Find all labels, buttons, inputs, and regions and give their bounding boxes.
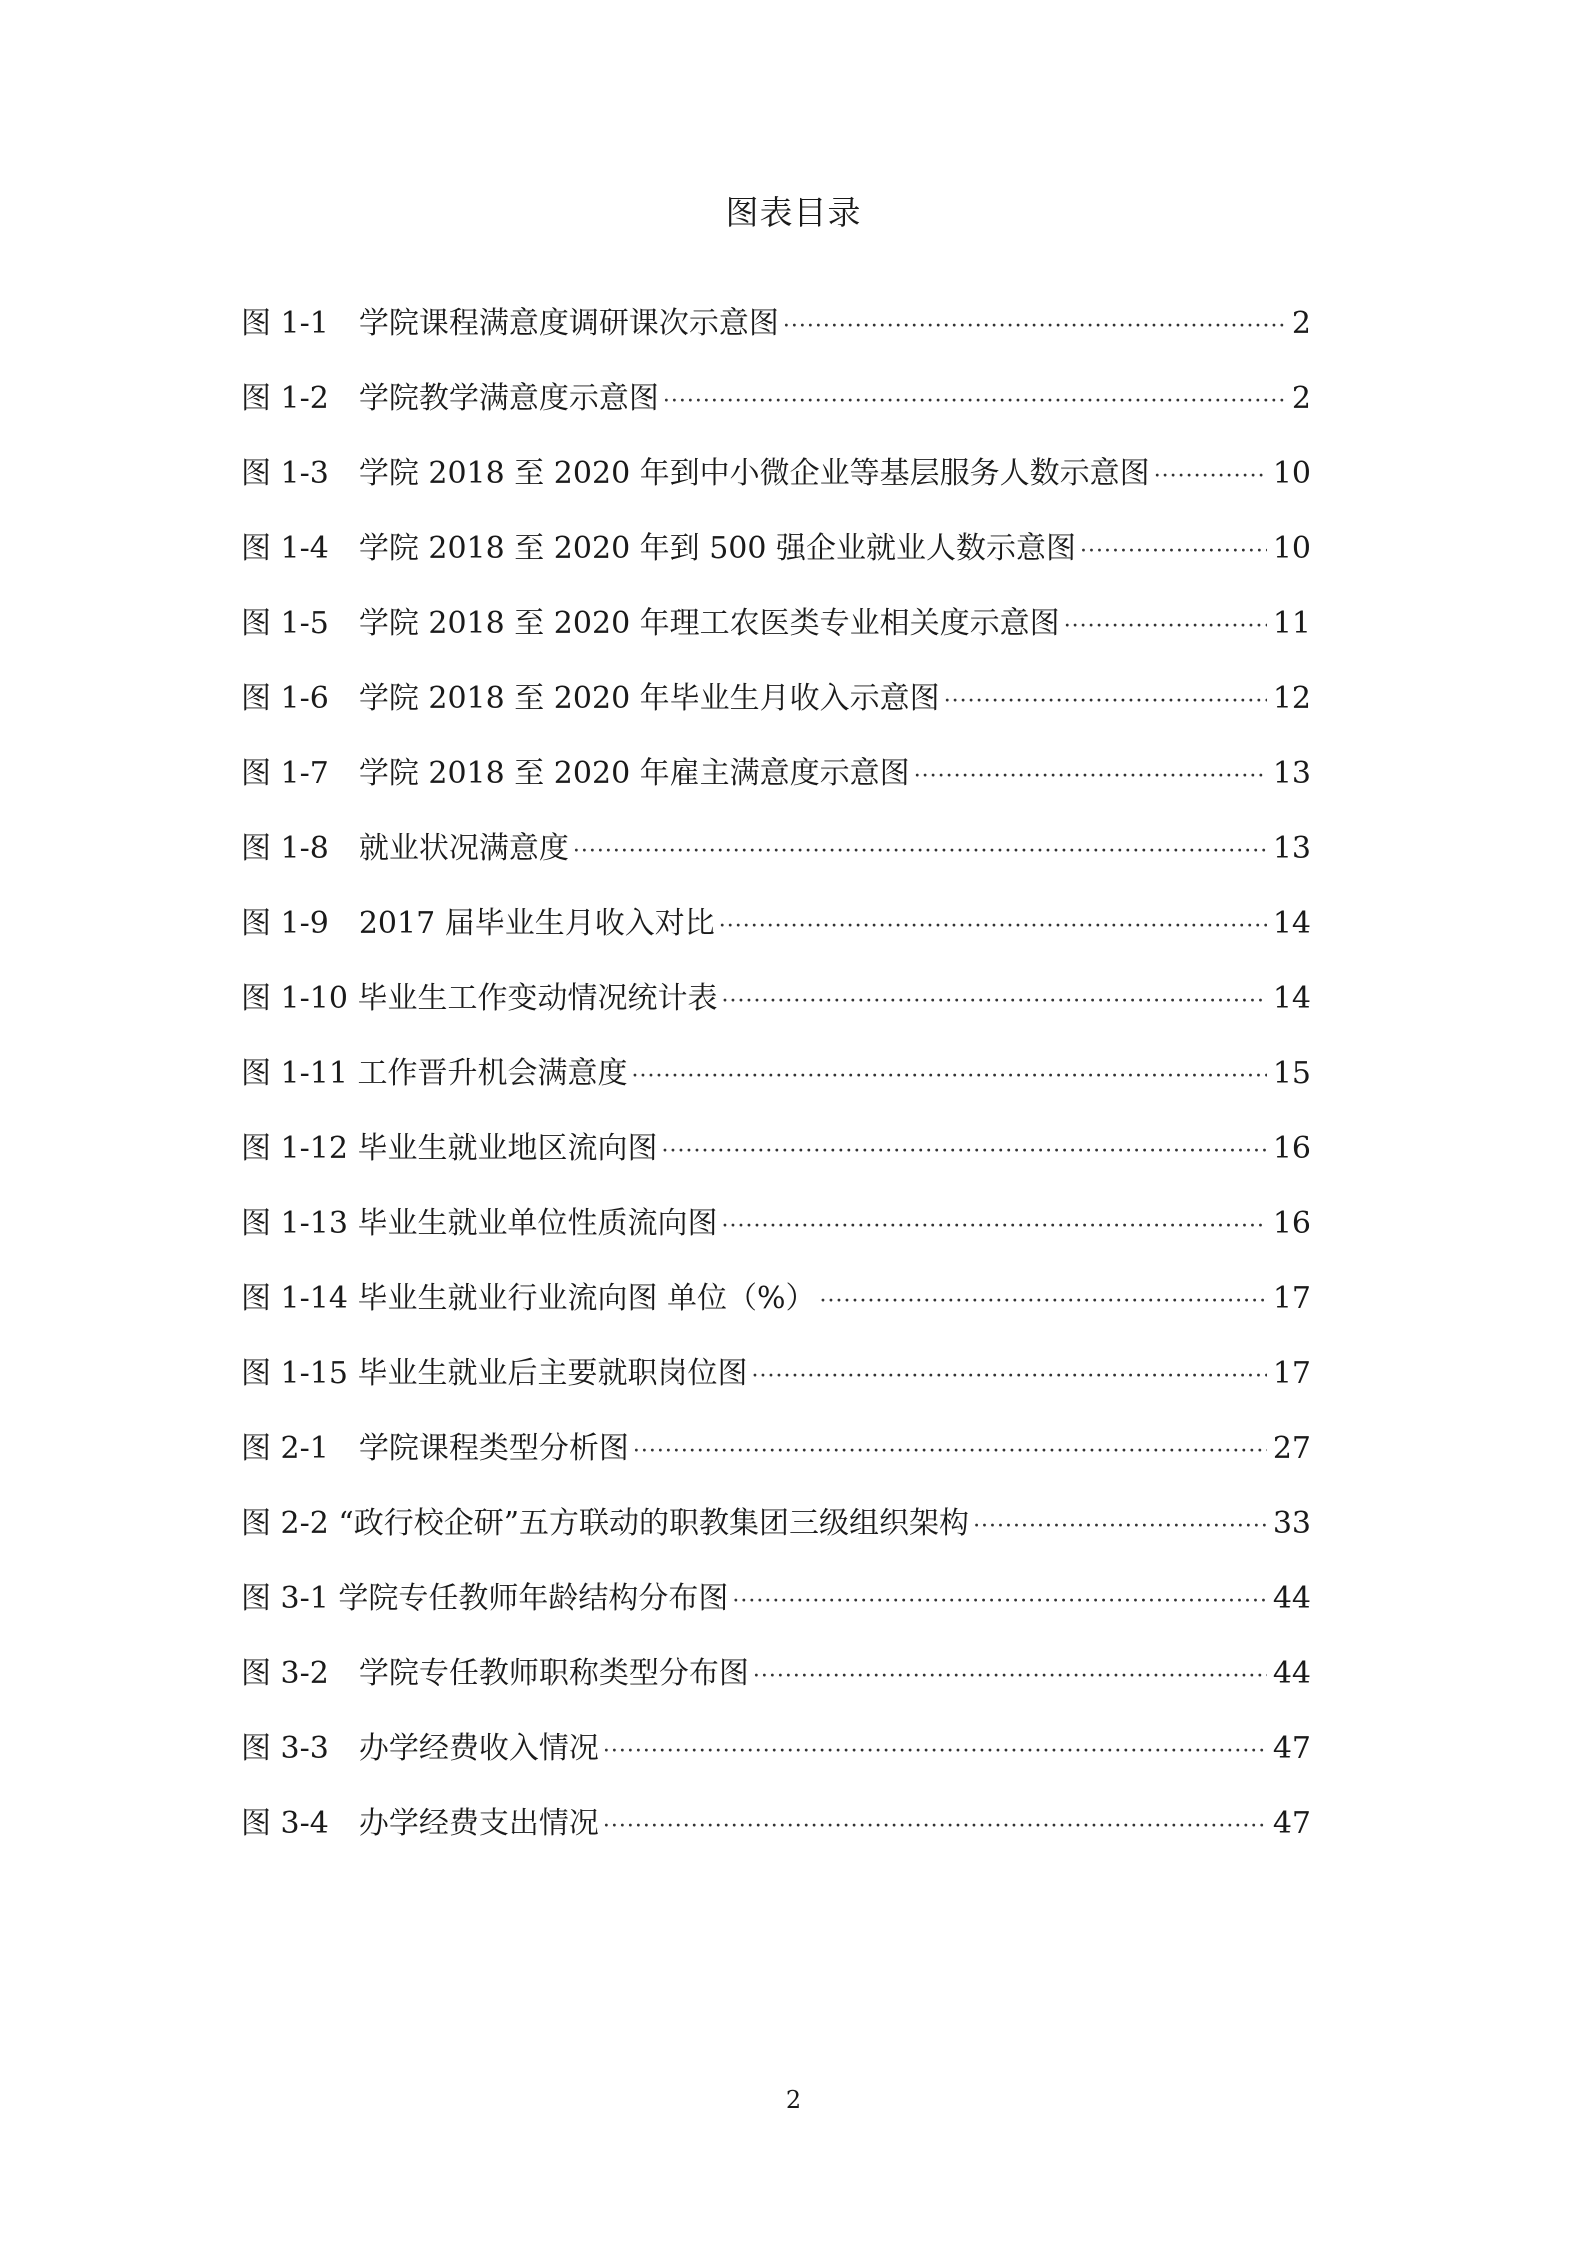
toc-entry-page: 10	[1272, 456, 1311, 491]
dot-leader	[1064, 602, 1267, 652]
toc-entry[interactable]	[241, 374, 1311, 449]
dot-leader	[1080, 527, 1267, 577]
dot-leader	[661, 1127, 1266, 1177]
toc-entry-page: 27	[1272, 1431, 1311, 1466]
figure-list	[241, 299, 1311, 1874]
toc-entry[interactable]	[241, 299, 1311, 374]
dot-leader	[663, 377, 1286, 427]
toc-entry[interactable]	[241, 1124, 1311, 1199]
dot-leader	[783, 302, 1286, 352]
dot-leader	[631, 1052, 1266, 1102]
toc-entry-page: 14	[1272, 906, 1311, 941]
toc-entry[interactable]	[241, 1199, 1311, 1274]
toc-entry-page: 14	[1272, 981, 1311, 1016]
dot-leader	[820, 1277, 1267, 1327]
toc-entry[interactable]	[241, 1724, 1311, 1799]
page-title: 图表目录	[725, 193, 862, 232]
toc-entry-page: 2	[1291, 306, 1311, 341]
toc-entry-label: 图 1-6 学院 2018 至 2020 年毕业生月收入示意图	[241, 681, 940, 716]
toc-entry-label: 图 3-3 办学经费收入情况	[241, 1731, 599, 1766]
toc-entry-label: 图 1-4 学院 2018 至 2020 年到 500 强企业就业人数示意图	[241, 531, 1077, 566]
toc-entry-page: 15	[1272, 1056, 1311, 1091]
toc-entry-label: 图 1-9 2017 届毕业生月收入对比	[241, 906, 715, 941]
toc-entry-label: 图 1-1 学院课程满意度调研课次示意图	[241, 306, 779, 341]
toc-entry-label: 图 1-3 学院 2018 至 2020 年到中小微企业等基层服务人数示意图	[241, 456, 1150, 491]
dot-leader	[914, 752, 1267, 802]
toc-entry-label: 图 1-10 毕业生工作变动情况统计表	[241, 981, 718, 1016]
toc-entry-label: 图 1-12 毕业生就业地区流向图	[241, 1131, 658, 1166]
toc-entry-page: 33	[1272, 1506, 1311, 1541]
dot-leader	[721, 977, 1266, 1027]
dot-leader	[944, 677, 1267, 727]
toc-entry-label: 图 2-1 学院课程类型分析图	[241, 1431, 629, 1466]
toc-entry-label: 图 1-11 工作晋升机会满意度	[241, 1056, 628, 1091]
toc-entry-page: 16	[1272, 1131, 1311, 1166]
toc-entry-page: 11	[1272, 606, 1311, 641]
toc-entry-label: 图 3-4 办学经费支出情况	[241, 1806, 599, 1841]
toc-entry-label: 图 1-7 学院 2018 至 2020 年雇主满意度示意图	[241, 756, 910, 791]
dot-leader	[603, 1727, 1267, 1777]
toc-entry[interactable]	[241, 449, 1311, 524]
toc-entry[interactable]	[241, 899, 1311, 974]
toc-entry-page: 47	[1272, 1731, 1311, 1766]
toc-entry-page: 44	[1272, 1656, 1311, 1691]
toc-entry-label: 图 1-8 就业状况满意度	[241, 831, 569, 866]
dot-leader	[573, 827, 1267, 877]
dot-leader	[1154, 452, 1267, 502]
toc-entry-page: 17	[1272, 1356, 1311, 1391]
toc-entry[interactable]	[241, 1649, 1311, 1724]
toc-entry[interactable]	[241, 1799, 1311, 1874]
toc-entry[interactable]	[241, 1274, 1311, 1349]
dot-leader	[753, 1652, 1267, 1702]
toc-entry-page: 16	[1272, 1206, 1311, 1241]
dot-leader	[603, 1802, 1267, 1852]
toc-entry[interactable]	[241, 599, 1311, 674]
dot-leader	[719, 902, 1267, 952]
dot-leader	[973, 1502, 1267, 1552]
dot-leader	[633, 1427, 1267, 1477]
toc-entry-page: 17	[1272, 1281, 1311, 1316]
toc-entry-label: 图 1-13 毕业生就业单位性质流向图	[241, 1206, 718, 1241]
toc-entry[interactable]	[241, 1349, 1311, 1424]
toc-entry-page: 12	[1272, 681, 1311, 716]
toc-entry-page: 13	[1272, 831, 1311, 866]
page-number: 2	[785, 2086, 802, 2114]
toc-entry[interactable]	[241, 1574, 1311, 1649]
toc-entry-label: 图 1-2 学院教学满意度示意图	[241, 381, 659, 416]
toc-entry[interactable]	[241, 1049, 1311, 1124]
toc-entry-label: 图 3-2 学院专任教师职称类型分布图	[241, 1656, 749, 1691]
toc-entry-page: 13	[1272, 756, 1311, 791]
toc-entry-page: 47	[1272, 1806, 1311, 1841]
toc-entry[interactable]	[241, 674, 1311, 749]
toc-entry[interactable]	[241, 1424, 1311, 1499]
toc-entry-page: 2	[1291, 381, 1311, 416]
toc-entry[interactable]	[241, 1499, 1311, 1574]
toc-entry[interactable]	[241, 749, 1311, 824]
toc-entry-label: 图 1-15 毕业生就业后主要就职岗位图	[241, 1356, 748, 1391]
dot-leader	[751, 1352, 1266, 1402]
dot-leader	[732, 1577, 1266, 1627]
toc-entry-label: 图 1-14 毕业生就业行业流向图 单位（%）	[241, 1281, 816, 1316]
toc-entry[interactable]	[241, 974, 1311, 1049]
toc-entry[interactable]	[241, 824, 1311, 899]
toc-entry-label: 图 2-2 “政行校企研”五方联动的职教集团三级组织架构	[241, 1506, 970, 1541]
dot-leader	[721, 1202, 1266, 1252]
toc-entry-page: 10	[1272, 531, 1311, 566]
toc-entry-label: 图 3-1 学院专任教师年龄结构分布图	[241, 1581, 729, 1616]
toc-entry-label: 图 1-5 学院 2018 至 2020 年理工农医类专业相关度示意图	[241, 606, 1060, 641]
toc-entry[interactable]	[241, 524, 1311, 599]
toc-entry-page: 44	[1272, 1581, 1311, 1616]
